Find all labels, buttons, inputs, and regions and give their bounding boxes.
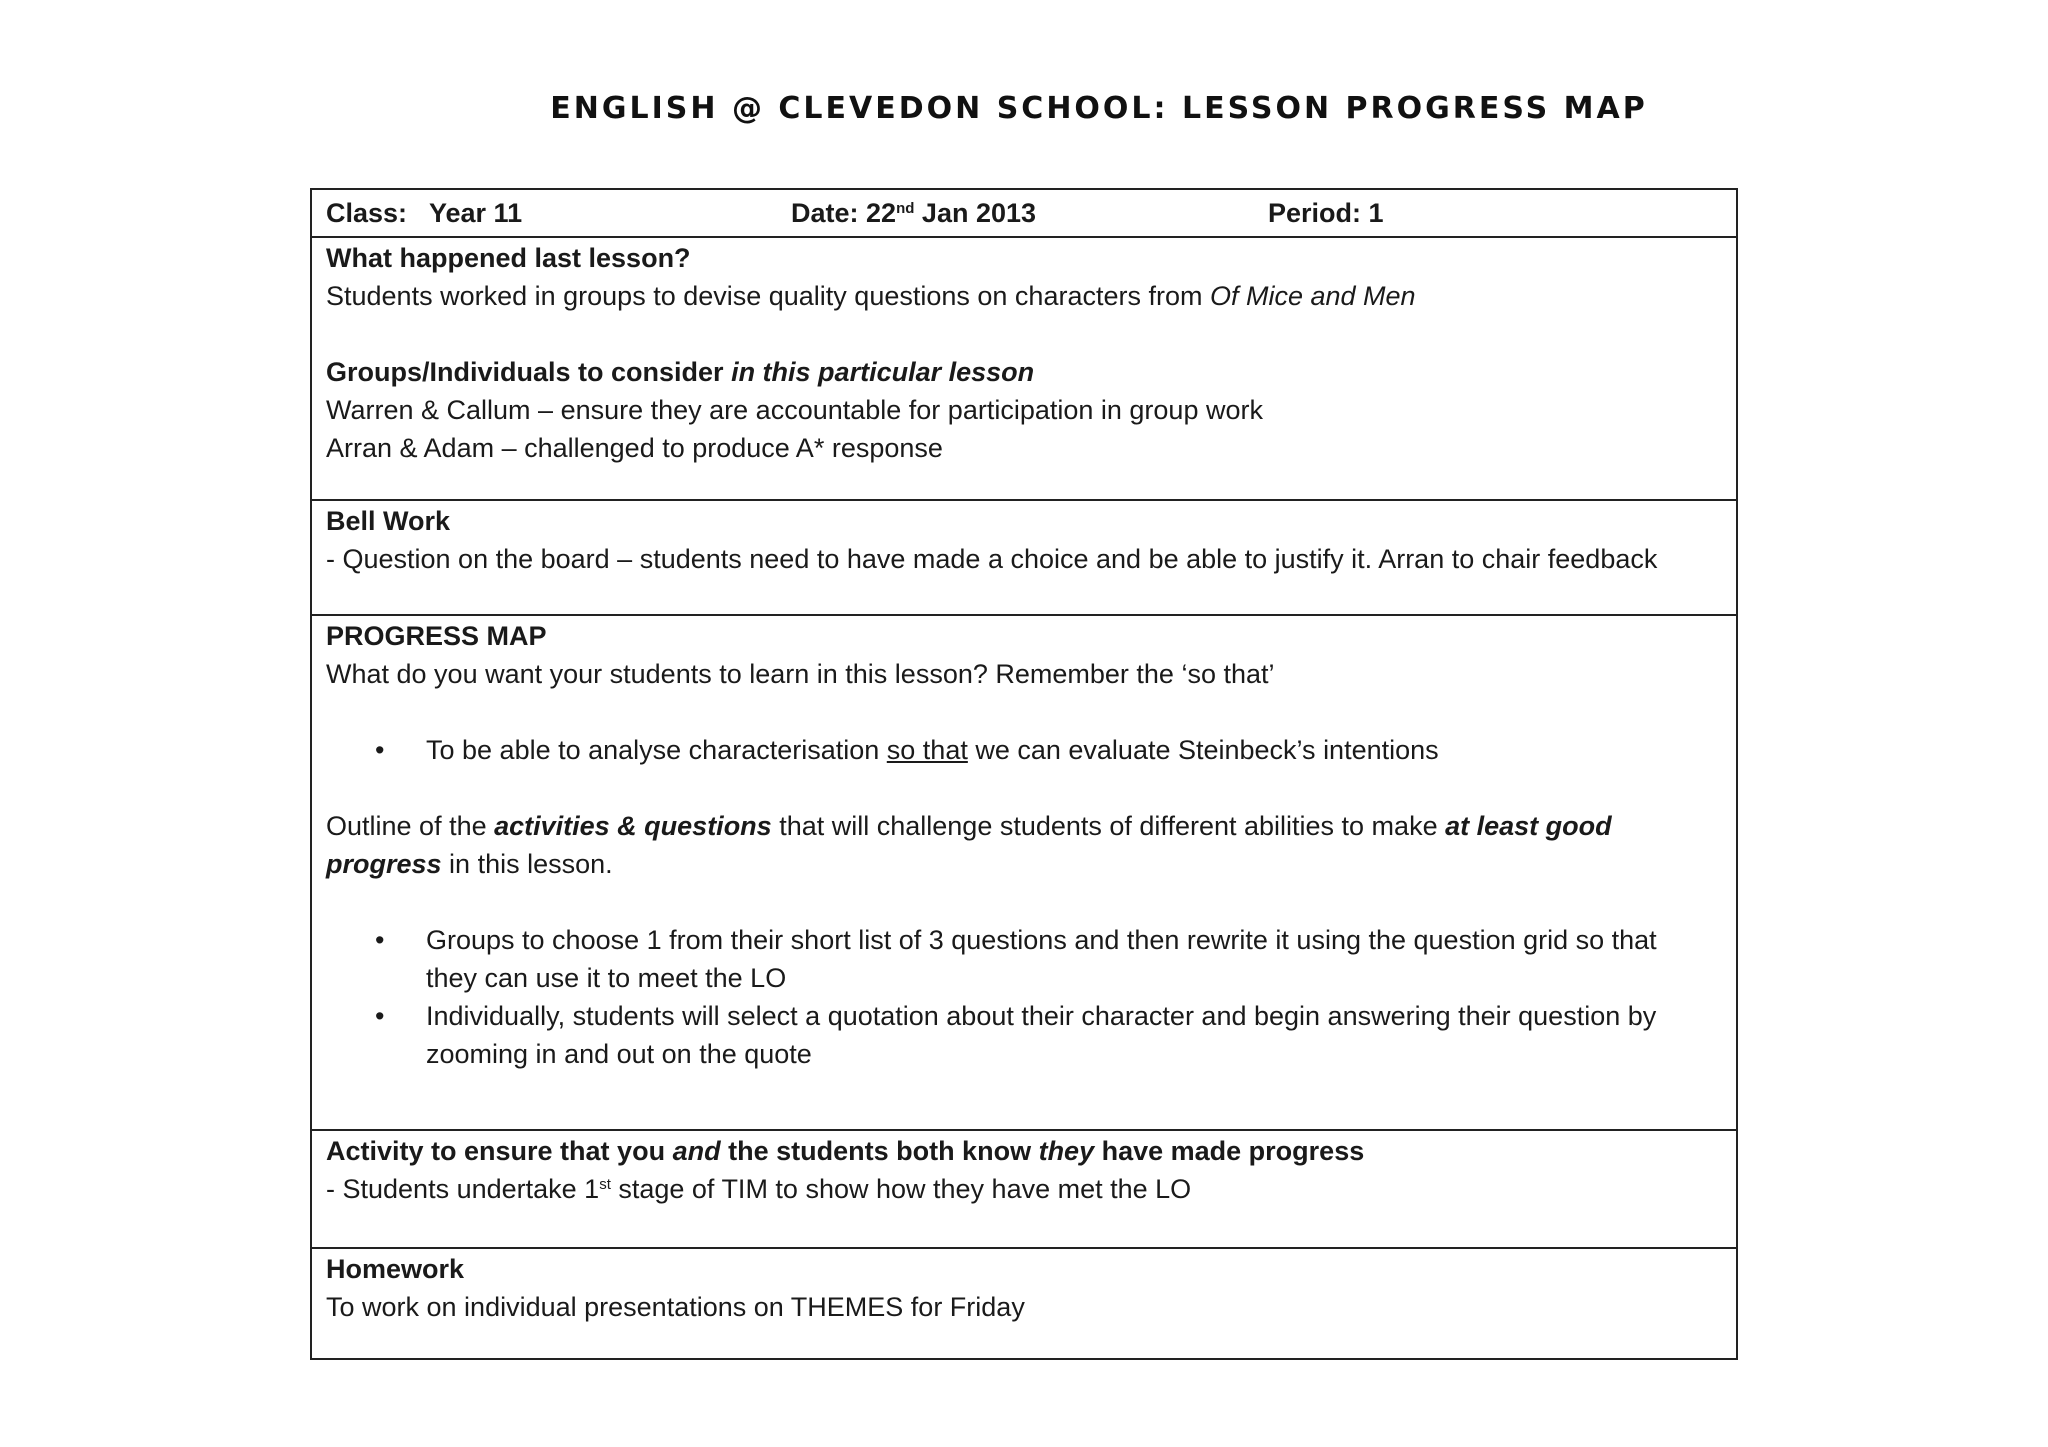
class-value: Year 11 [429,198,523,228]
bell-work-heading: Bell Work [326,506,451,536]
progress-check-section [312,1131,1736,1249]
heading-part: the students both know [720,1136,1039,1166]
class-label: Class: [326,198,408,228]
last-lesson-text-prefix: Students worked in groups to devise quality questions on characters from [326,281,1210,311]
date-suffix: nd [896,200,915,217]
check-text-sup: st [599,1176,611,1193]
lesson-form [310,188,1738,1360]
activity-text: Groups to choose 1 from their short list of 3 questions and then rewrite it using the question grid so that they can use it to meet the LO [426,925,1657,993]
check-text-before: - Students undertake 1 [326,1174,600,1204]
list-item [326,997,1722,1073]
bullet-icon: • [375,925,385,955]
list-item [326,921,1722,997]
period-field [1268,194,1384,232]
objective-text-after: we can evaluate Steinbeck’s intentions [967,735,1439,765]
homework-section [312,1249,1736,1358]
date-field [791,194,1268,232]
last-lesson-heading: What happened last lesson? [326,243,691,273]
heading-emph: and [672,1136,721,1166]
bullet-icon: • [375,1001,385,1031]
bell-work-section [312,501,1736,616]
homework-text: To work on individual presentations on THEMES for Friday [326,1292,1025,1322]
activity-text: Individually, students will select a quotation about their character and begin answering their question by zooming in and out on the quote [426,1001,1657,1069]
activities-list [326,921,1722,1073]
outline-part: Outline of the [326,811,495,841]
groups-heading-emph: in this particular lesson [731,357,1035,387]
groups-line: Arran & Adam – challenged to produce A* response [326,433,943,463]
bullet-icon: • [375,735,385,765]
progress-map-question: What do you want your students to learn in this lesson? Remember the ‘so that’ [326,659,1275,689]
book-title: Of Mice and Men [1209,281,1416,311]
last-lesson-text [326,277,1722,315]
heading-part: have made progress [1094,1136,1365,1166]
period-value: 1 [1368,198,1384,228]
last-lesson-section [312,238,1736,501]
progress-map-heading: PROGRESS MAP [326,621,547,651]
outline-part: in this lesson. [441,849,613,879]
outline-emph: at least good progress [326,811,1612,879]
groups-line: Warren & Callum – ensure they are accountable for participation in group work [326,395,1263,425]
bell-work-text: - Question on the board – students need to have made a choice and be able to justify it. Arran to chair feedback [326,544,1658,574]
page-title: ENGLISH @ CLEVEDON SCHOOL: LESSON PROGRESS MAP [550,91,1648,126]
progress-map-section [312,616,1736,1131]
date-rest: Jan 2013 [921,198,1037,228]
progress-check-text [326,1170,1722,1208]
outline-emph: activities & questions [494,811,772,841]
heading-emph: they [1038,1136,1095,1166]
homework-heading: Homework [326,1254,465,1284]
date-label: Date: [791,198,859,228]
groups-heading-prefix: Groups/Individuals to consider [326,357,732,387]
progress-check-heading [326,1132,1722,1170]
learning-objective-list [326,731,1722,769]
period-label: Period: [1268,198,1362,228]
check-text-after: stage of TIM to show how they have met the LO [610,1174,1192,1204]
objective-underline: so that [886,735,968,765]
outline-text [326,807,1722,883]
groups-heading [326,353,1722,391]
outline-part: that will challenge students of different abilities to make [771,811,1446,841]
class-date-period-row [312,190,1736,238]
list-item [326,731,1722,769]
heading-part: Activity to ensure that you [326,1136,673,1166]
date-day: 22 [866,198,897,228]
objective-text: To be able to analyse characterisation [426,735,887,765]
